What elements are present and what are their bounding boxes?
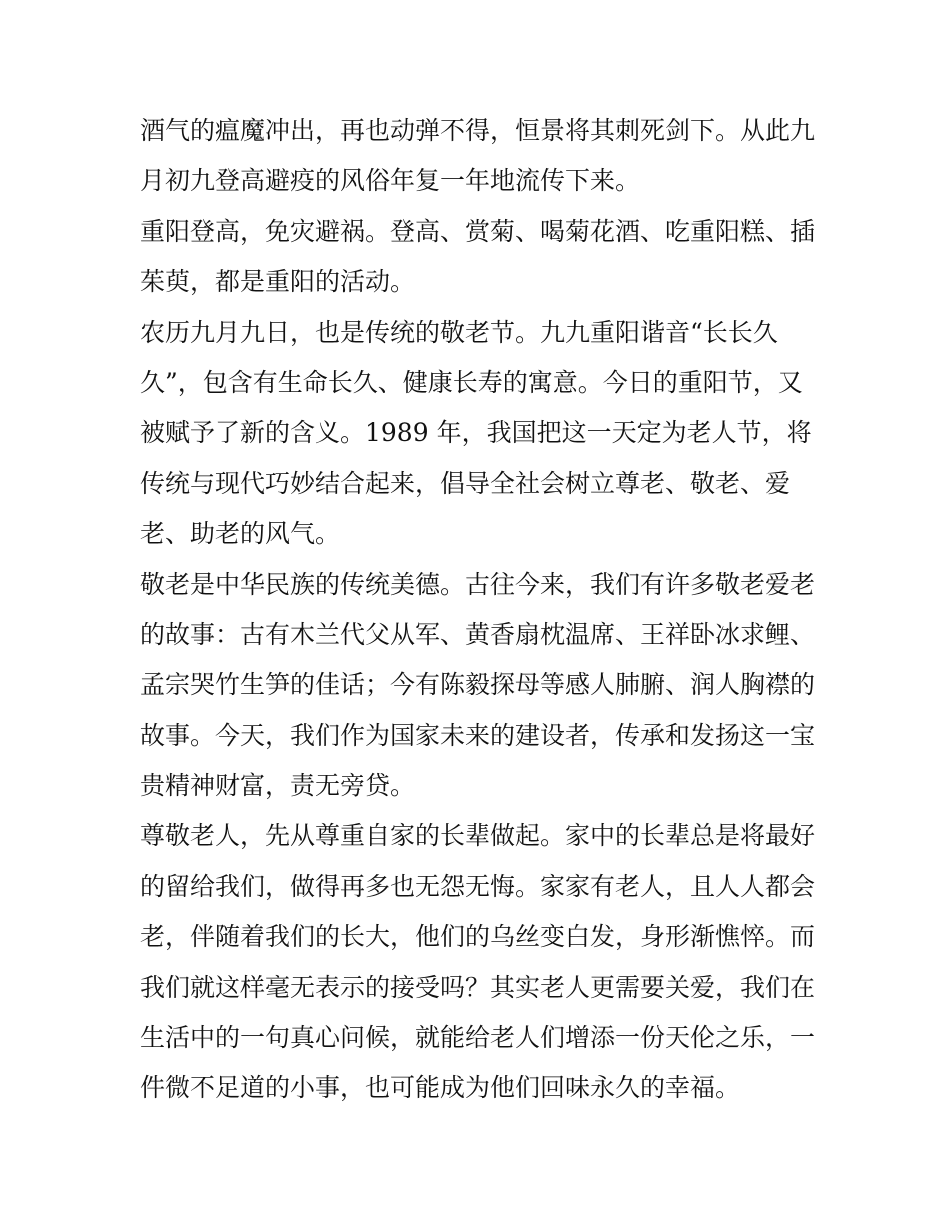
text-line: 被赋予了新的含义。1989 年，我国把这一天定为老人节，将 [140,418,812,448]
text-line: 贵精神财富，责无旁贷。 [140,771,416,801]
text-line: 重阳登高，免灾避祸。登高、赏菊、喝菊花酒、吃重阳糕、插 [140,216,816,246]
document-body [140,106,815,1114]
text-line: 月初九登高避疫的风俗年复一年地流传下来。 [140,166,641,196]
text-line: 的留给我们，做得再多也无怨无悔。家家有老人，且人人都会 [140,871,816,901]
text-line: 故事。今天，我们作为国家未来的建设者，传承和发扬这一宝 [140,720,816,750]
text-line: 孟宗哭竹生笋的佳话；今有陈毅探母等感人肺腑、润人胸襟的 [140,670,816,700]
text-line: 老，伴随着我们的长大，他们的乌丝变白发，身形渐憔悴。而 [140,922,816,952]
text-line: 我们就这样毫无表示的接受吗？其实老人更需要关爱，我们在 [140,972,816,1002]
text-line: 久”，包含有生命长久、健康长寿的寓意。今日的重阳节，又 [140,367,803,397]
text-line: 尊敬老人，先从尊重自家的长辈做起。家中的长辈总是将最好 [140,821,816,851]
text-line: 老、助老的风气。 [140,519,341,549]
text-line: 敬老是中华民族的传统美德。古往今来，我们有许多敬老爱老 [140,569,816,599]
text-line: 生活中的一句真心问候，就能给老人们增添一份天伦之乐，一 [140,1023,816,1053]
text-line: 茱萸，都是重阳的活动。 [140,267,416,297]
text-line: 农历九月九日，也是传统的敬老节。九九重阳谐音“长长久 [140,317,778,347]
text-line: 酒气的瘟魔冲出，再也动弹不得，恒景将其刺死剑下。从此九 [140,116,816,145]
text-line: 传统与现代巧妙结合起来，倡导全社会树立尊老、敬老、爱 [140,468,791,498]
text-line: 件微不足道的小事，也可能成为他们回味永久的幸福。 [140,1073,741,1103]
text-line: 的故事：古有木兰代父从军、黄香扇枕温席、王祥卧冰求鲤、 [140,619,816,649]
